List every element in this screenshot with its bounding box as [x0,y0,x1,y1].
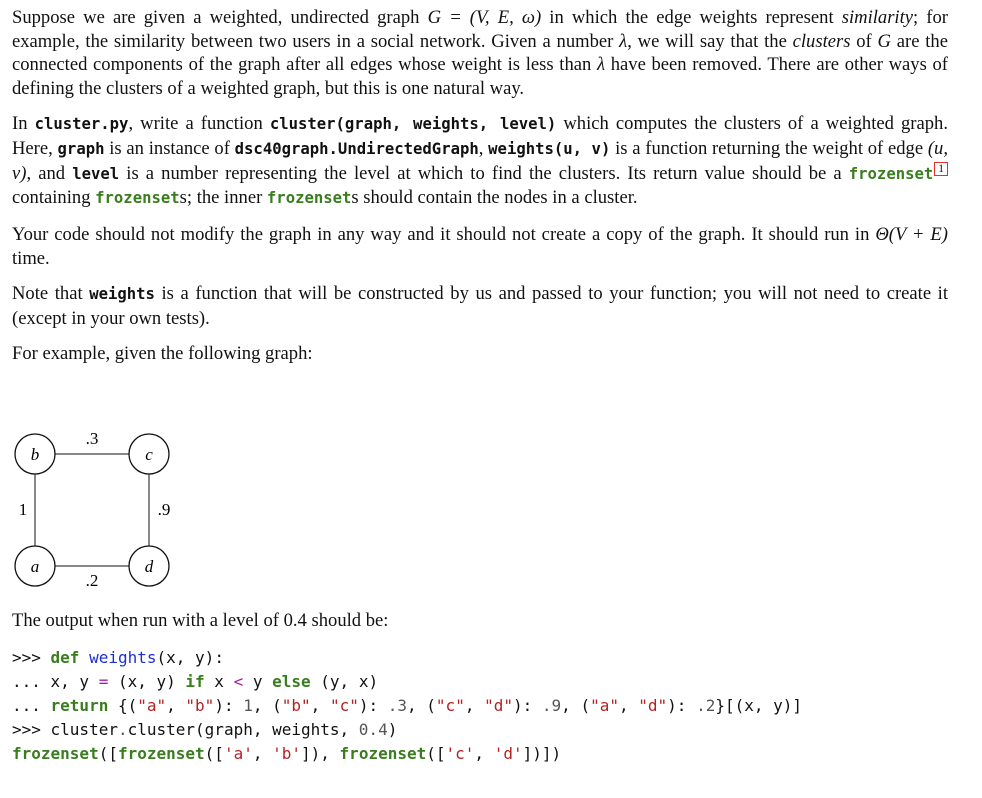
paragraph-note: Note that weights is a function that will be constructed by us and passed to your function; you will not need to create it (except in your own tests). [12,283,948,329]
paragraph-task: In cluster.py, write a function cluster(graph, weights, level) which computes the clusters of a weighted graph. Here, graph is an instance of dsc40graph.UndirectedGraph, weights(u, v) is a function returning the weight of edge (u, v), and level is a number representing the level at which to find the clusters. Its return value should be a frozenset 1 containing frozensets; the inner frozensets should contain the nodes in a cluster. [12,113,948,209]
node-label-c: c [145,445,153,464]
code-example [12,646,802,766]
paragraph-example-intro: For example, given the following graph: [12,343,313,365]
weight-a-d: .2 [85,571,99,590]
paragraph-constraints: Your code should not modify the graph in any way and it should not create a copy of the graph. It should run in Θ(V + E) time. [12,223,948,269]
weight-c-d: .9 [157,500,171,519]
node-label-b: b [30,445,40,464]
node-label-d: d [144,557,154,576]
code-line-2: ... x, y = (x, y) if x < y else (y, x) [12,672,379,691]
function-signature: cluster(graph, weights, level) [269,115,557,134]
class-name: dsc40graph.UndirectedGraph [234,139,479,158]
filename: cluster.py [34,115,129,134]
paragraph-output-intro: The output when run with a level of 0.4 should be: [12,610,389,631]
clusters-emphasis: clusters [792,30,851,52]
paragraph-definition: Suppose we are given a weighted, undirected graph G = (V, E, ω) in which the edge weights represent similarity; for example, the similarity between two users in a social network. Given a number λ, we will say that the clusters of G are the connected components of the graph after all edges whose weight is less than λ have been removed. There are other ways of defining the clusters of a weighted graph, but this is one natural way. [12,7,948,99]
node-label-a: a [30,557,40,576]
footnote-link[interactable]: 1 [934,162,948,176]
code-line-4: >>> cluster.cluster(graph, weights, 0.4) [12,720,398,739]
code-line-3: ... return {("a", "b"): 1, ("b", "c"): .3, ("c", "d"): .9, ("a", "d"): .2}[(x, y)] [12,696,803,715]
weight-b-a: 1 [18,500,28,519]
code-line-1: >>> def weights(x, y): [12,648,224,667]
document-body [12,6,948,378]
example-graph [12,424,182,594]
similarity-emphasis: similarity [841,7,914,28]
code-line-5: frozenset([frozenset(['a', 'b']), frozenset(['c', 'd'])]) [12,744,562,763]
weight-b-c: .3 [85,429,99,448]
